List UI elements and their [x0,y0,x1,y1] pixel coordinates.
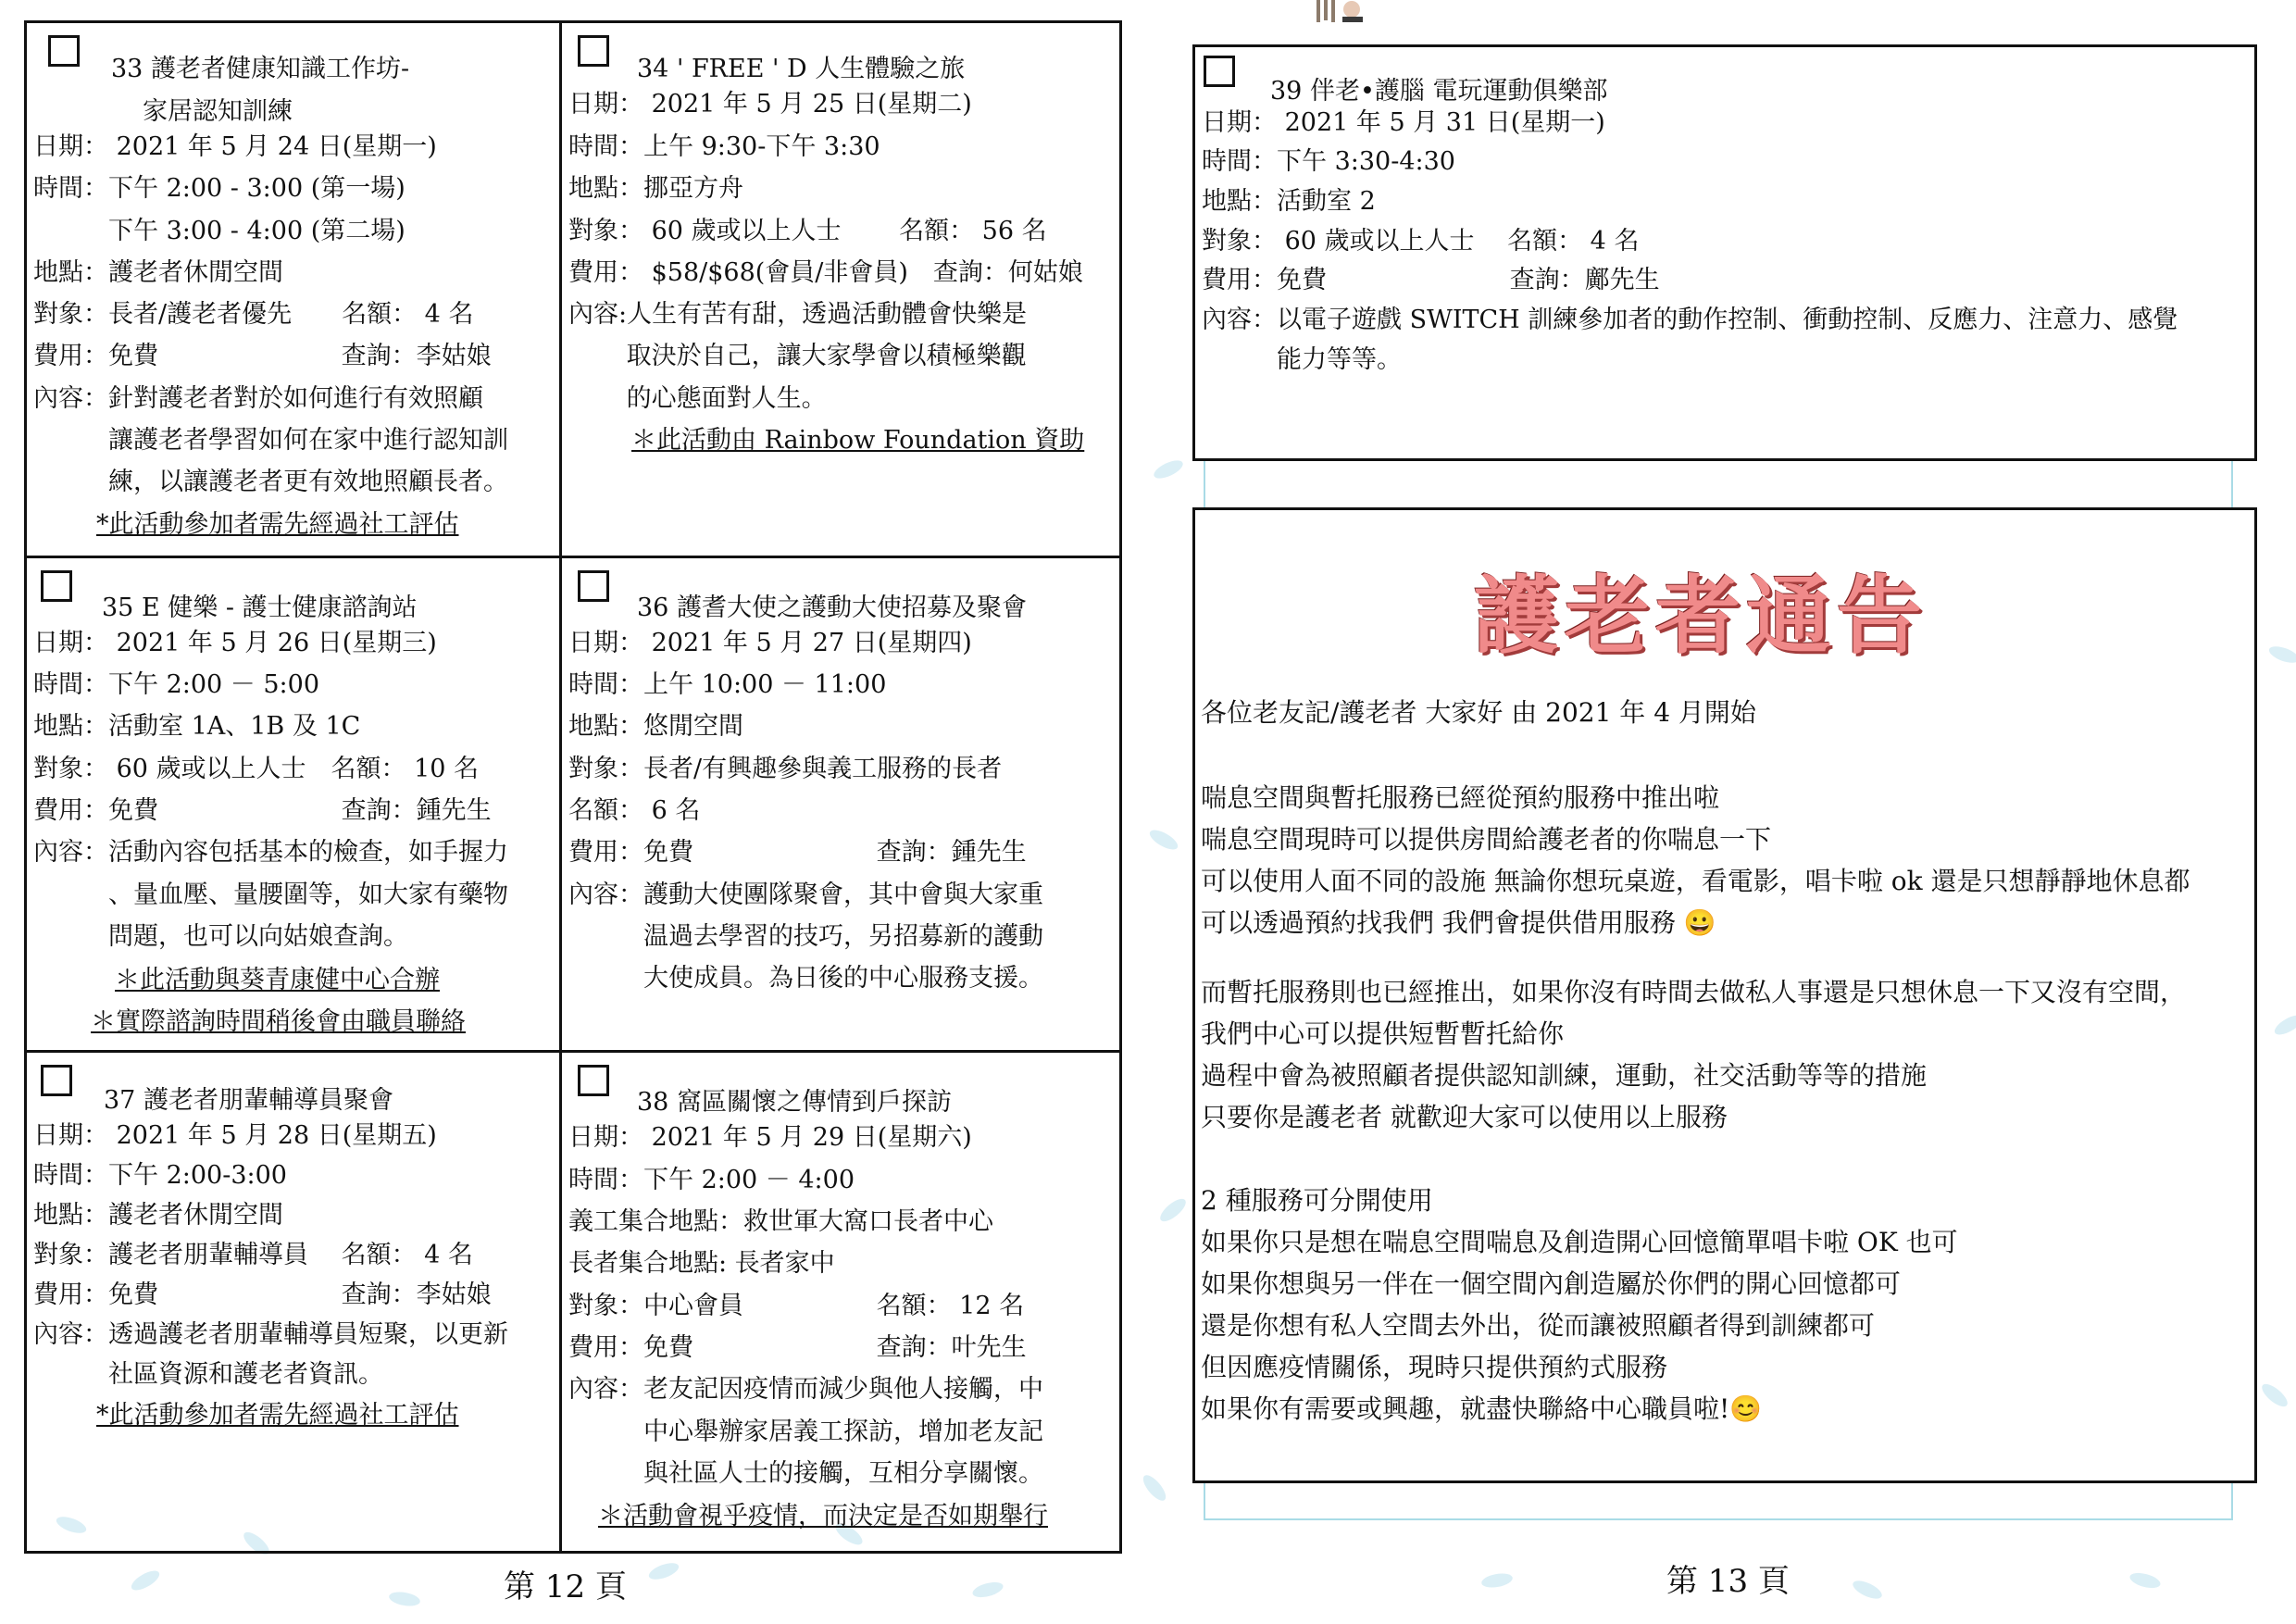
notice-line: 喘息空間現時可以提供房間給護老者的你喘息一下 [1201,824,1772,855]
activity-fee-enquiry: 費用：免費 查詢：叶先生 [568,1333,1027,1362]
activity-note: ＊活動會視乎疫情，而決定是否如期舉行 [598,1502,1048,1530]
activity-content-2: 温過去學習的技巧，另招募新的護動 [568,922,1043,951]
activity-fee-enquiry: 費用：免費 查詢：鍾先生 [568,838,1027,867]
activity-content-3: 問題，也可以向姑娘查詢。 [33,922,408,951]
activity-date: 日期： 2021 年 5 月 24 日(星期一) [33,132,437,161]
activity-content-2: 中心舉辦家居義工探訪，增加老友記 [568,1418,1043,1446]
activity-35-checkbox[interactable] [41,570,72,602]
activity-39-checkbox[interactable] [1204,56,1235,87]
activity-content-2: 、量血壓、量腰圍等，如大家有藥物 [33,881,508,909]
activity-34-checkbox[interactable] [578,35,609,67]
activity-38-checkbox[interactable] [578,1065,609,1096]
activity-note: ＊此活動與葵青康健中心合辦 [115,966,440,994]
notice-line: 而暫托服務則也已經推出，如果你沒有時間去做私人事還是只想休息一下又沒有空間， [1201,977,2187,1007]
activity-time: 時間：下午 2:00 － 4:00 [568,1166,855,1194]
activity-content-2: 取決於自己，讓大家學會以積極樂觀 [568,342,1027,370]
activity-location: 地點：護老者休閒空間 [33,258,283,287]
activity-content: 內容：針對護老者對於如何進行有效照顧 [33,384,483,413]
activity-content: 內容:人生有苦有甜，透過活動體會快樂是 [568,300,1028,329]
activity-content-2: 社區資源和護老者資訊。 [33,1360,383,1389]
activity-33 [33,28,552,551]
activity-content-2: 能力等等。 [1202,345,1402,374]
notice-line: 喘息空間與暫托服務已經從預約服務中推出啦 [1201,782,1720,813]
leaf-icon [647,1560,681,1583]
activity-note: *此活動參加者需先經過社工評估 [96,1401,459,1430]
activity-35 [33,563,552,1044]
activity-fee-enquiry: 費用：免費 查詢：鄺先生 [1202,266,1660,294]
activity-fee-enquiry: 費用：免費 查詢：李姑娘 [33,1280,492,1309]
activity-content-2: 讓護老者學習如何在家中進行認知訓 [33,426,508,455]
activity-time: 時間：下午 2:00 － 5:00 [33,670,320,699]
notice-line: 2 種服務可分開使用 [1201,1185,1433,1216]
activity-date: 日期： 2021 年 5 月 31 日(星期一) [1202,108,1605,137]
activity-36-checkbox[interactable] [578,570,609,602]
activity-elder-meeting-point: 長者集合地點: 長者家中 [568,1249,835,1278]
notice-line: 我們中心可以提供短暫暫托給你 [1201,1018,1565,1049]
activity-title: 39 伴老•護腦 電玩運動俱樂部 [1270,77,1608,106]
leaf-icon [1156,1195,1189,1226]
activity-content: 內容：以電子遊戲 SWITCH 訓練參加者的動作控制、衝動控制、反應力、注意力、感覺 [1202,306,2178,334]
top-ornament-icon [1315,0,1370,24]
activity-title: 38 窩區關懷之傳情到戶探訪 [637,1088,952,1117]
activity-38 [568,1057,1115,1548]
activity-content-3: 的心態面對人生。 [568,384,827,413]
notice-line: 可以透過預約找我們 我們會提供借用服務 😀 [1201,907,1716,938]
activity-title-line2: 家居認知訓練 [143,97,293,126]
activity-content: 內容：老友記因疫情而減少與他人接觸，中 [568,1375,1043,1404]
activity-note-2: ＊實際諮詢時間稍後會由職員聯絡 [91,1007,466,1036]
activity-target-quota: 對象：護老者朋輩輔導員 名額： 4 名 [33,1241,473,1269]
activity-content-3: 練，以讓護老者更有效地照顧長者。 [33,468,508,496]
activity-target-quota: 對象： 60 歲或以上人士 名額： 10 名 [33,755,480,783]
leaf-icon [1480,1571,1514,1590]
activity-fee-enquiry: 費用： $58/$68(會員/非會員) 查詢：何姑娘 [568,258,1083,287]
activity-location: 地點：活動室 2 [1202,187,1376,216]
leaf-icon [2128,1570,2162,1591]
activity-location: 地點：活動室 1A、1B 及 1C [33,712,361,741]
activity-target: 對象：長者/有興趣參與義工服務的長者 [568,755,1003,783]
page-number-13: 第 13 頁 [1666,1563,1790,1600]
activity-content: 內容：透過護老者朋輩輔導員短聚，以更新 [33,1320,508,1349]
leaf-icon [388,1590,421,1608]
notice-line: 可以使用人面不同的設施 無論你想玩桌遊，看電影，唱卡啦 ok 還是只想靜靜地休息都 [1201,866,2190,896]
activity-volunteer-meeting-point: 義工集合地點：救世軍大窩口長者中心 [568,1207,993,1236]
leaf-icon [971,1580,1004,1600]
activity-location: 地點：悠閒空間 [568,712,743,741]
activity-location: 地點：護老者休閒空間 [33,1201,283,1230]
notice-line: 如果你只是想在喘息空間喘息及創造開心回憶簡單唱卡啦 OK 也可 [1201,1227,1958,1257]
activity-target-quota: 對象：長者/護老者優先 名額： 4 名 [33,300,474,329]
activity-33-checkbox[interactable] [48,35,80,67]
activity-title: 36 護耆大使之護動大使招募及聚會 [637,593,1027,622]
activity-34 [568,28,1115,551]
activity-39 [1202,52,2248,456]
activity-target-quota: 對象： 60 歲或以上人士 名額： 56 名 [568,217,1047,245]
notice-line: 但因應疫情關係，現時只提供預約式服務 [1201,1352,1668,1382]
notice-title: 護老者通告 [1474,566,1928,666]
notice-line: 如果你有需要或興趣，就盡快聯絡中心職員啦!😊 [1201,1393,1763,1424]
activity-date: 日期： 2021 年 5 月 27 日(星期四) [568,629,972,657]
leaf-icon [1140,1471,1170,1504]
activity-fee-enquiry: 費用：免費 查詢：鍾先生 [33,796,492,825]
activity-time: 時間：下午 2:00-3:00 [33,1161,287,1190]
activity-title: 34 ' FREE ' D 人生體驗之旅 [637,55,966,83]
activity-time: 時間：上午 10:00 － 11:00 [568,670,887,699]
grid-horizontal-divider-2 [24,1050,1122,1053]
leaf-icon [2272,1011,2296,1038]
activity-target-quota: 對象：中心會員 名額： 12 名 [568,1292,1025,1320]
activity-content-3: 與社區人士的接觸，互相分享關懷。 [568,1459,1043,1488]
activity-time-2: 下午 3:00 - 4:00 (第二場) [33,217,406,245]
activity-date: 日期： 2021 年 5 月 28 日(星期五) [33,1121,437,1150]
notice-line: 只要你是護老者 就歡迎大家可以使用以上服務 [1201,1102,1728,1132]
activity-37-checkbox[interactable] [41,1065,72,1096]
activity-note: ＊此活動由 Rainbow Foundation 資助 [631,426,1085,455]
activity-title: 35 E 健樂 - 護士健康諮詢站 [102,593,418,622]
activity-content: 內容：護動大使團隊聚會，其中會與大家重 [568,881,1043,909]
notice-line: 如果你想與另一伴在一個空間內創造屬於你們的開心回憶都可 [1201,1268,1902,1299]
activity-36 [568,563,1115,1044]
notice-line: 過程中會為被照顧者提供認知訓練，運動，社交活動等等的措施 [1201,1060,1928,1091]
activity-title: 37 護老者朋輩輔導員聚會 [104,1086,393,1115]
notice-line: 還是你想有私人空間去外出，從而讓被照顧者得到訓練都可 [1201,1310,1876,1341]
activity-fee-enquiry: 費用：免費 查詢：李姑娘 [33,342,492,370]
leaf-icon [2267,643,2296,667]
page-number-12: 第 12 頁 [504,1568,627,1605]
leaf-icon [1851,1577,1885,1602]
activity-location: 地點：挪亞方舟 [568,174,743,203]
activity-note: *此活動參加者需先經過社工評估 [96,510,459,539]
grid-horizontal-divider-1 [24,556,1122,558]
activity-time: 時間：上午 9:30-下午 3:30 [568,132,880,161]
activity-content: 內容：活動內容包括基本的檢查，如手握力 [33,838,508,867]
leaf-icon [129,1567,162,1593]
activity-date: 日期： 2021 年 5 月 29 日(星期六) [568,1123,972,1152]
activity-time: 時間：下午 2:00 - 3:00 (第一場) [33,174,406,203]
activity-title: 33 護老者健康知識工作坊- [111,55,410,83]
activity-quota: 名額： 6 名 [568,796,701,825]
leaf-icon [2258,1380,2290,1411]
leaf-icon [1152,456,1186,481]
notice-intro: 各位老友記/護老者 大家好 由 2021 年 4 月開始 [1201,697,1756,728]
activity-content-3: 大使成員。為日後的中心服務支援。 [568,964,1043,993]
activity-date: 日期： 2021 年 5 月 25 日(星期二) [568,90,972,119]
activity-time: 時間：下午 3:30-4:30 [1202,147,1455,176]
activity-target-quota: 對象： 60 歲或以上人士 名額： 4 名 [1202,227,1640,256]
leaf-icon [1147,826,1180,853]
activity-date: 日期： 2021 年 5 月 26 日(星期三) [33,629,437,657]
grid-vertical-divider [559,20,562,1554]
activity-37 [33,1057,552,1548]
